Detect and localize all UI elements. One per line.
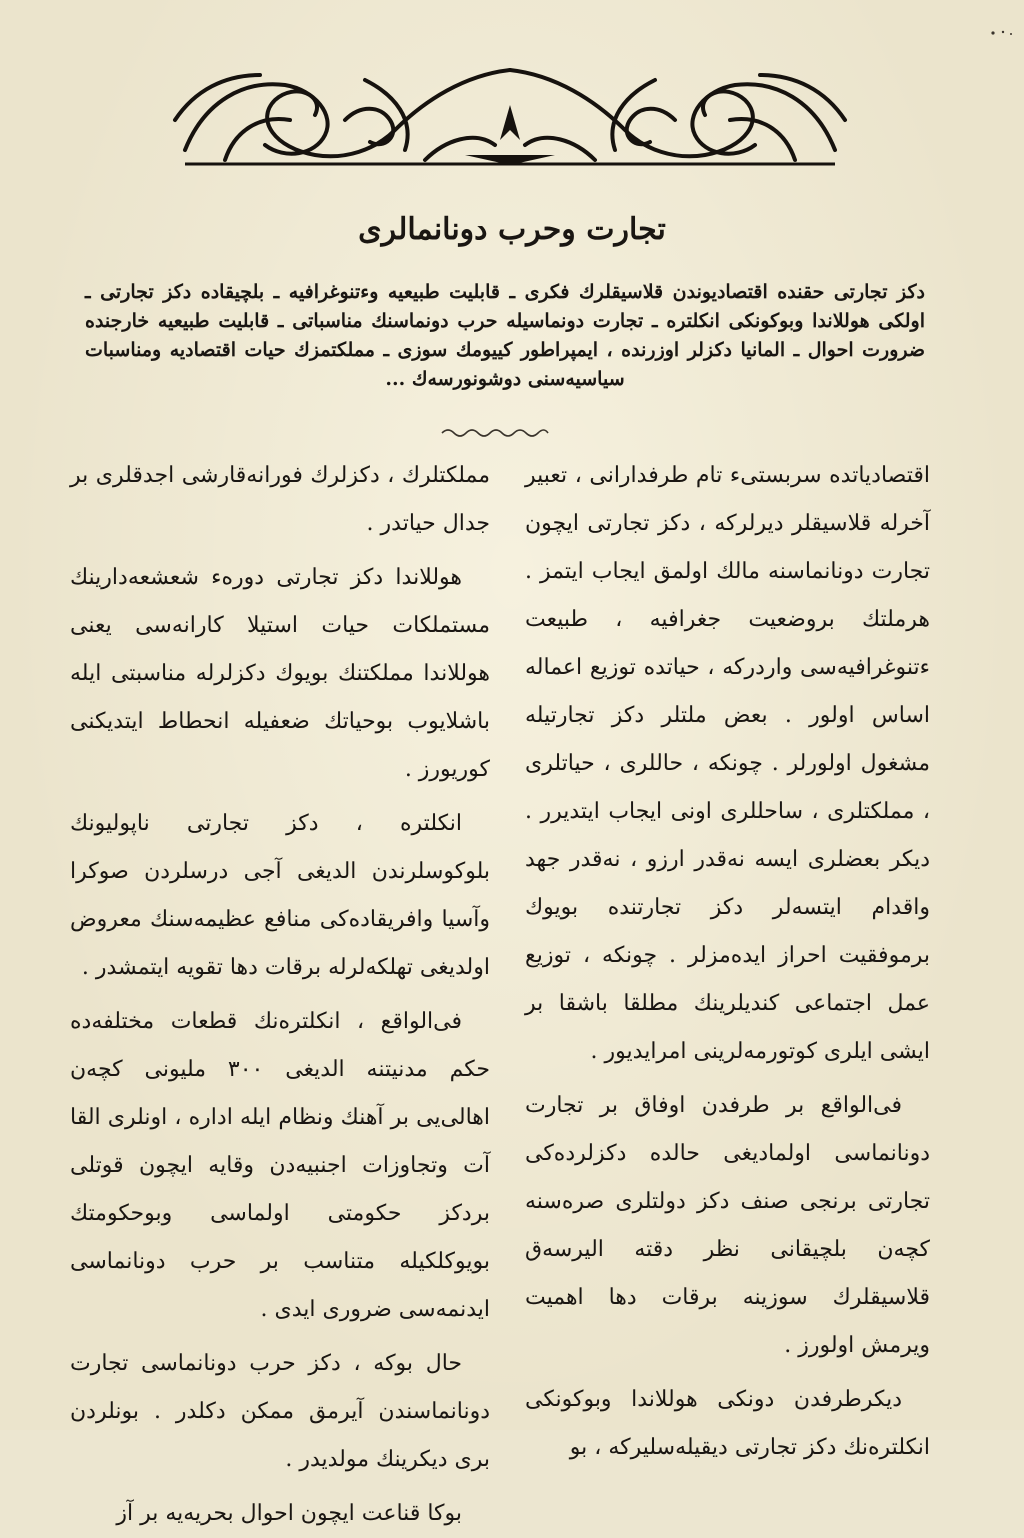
article-summary: دکز تجارتی حقنده اقتصادیوندن قلاسیقلرك فکری ـ قابلیت طبیعیه وءتنوغرافیه ـ بلچیقاده دکز تجارتی ـ اولکی هوللاندا وبوکونکی انکلتره ـ تجارت دونماسیله حرب دونماسنك مناسباتی ـ قابلیت طبیعیه خارجنده ضرورت احوال ـ المانیا دکزلر اوزرنده ، ایمپراطور کییومك سوزی ـ مملکتمزك حیات اقتصادیه ومناسبات سیاسیه‌سنی دوشونورسه‌ك ... <box>85 281 925 390</box>
paragraph: حال بوکه ، دکز حرب دونانماسی تجارت دونانماسندن آیرمق ممکن دکلدر . بونلردن بری دیکرینك مولدیدر . <box>70 1351 490 1472</box>
paragraph: هوللاندا دکز تجارتی دوره‌ء شعشعه‌دارینك مستملکات حیات استیلا کارانه‌سی یعنی هوللاندا مملکتنك بویوك دکزلرله مناسبتی ایله باشلایوب بوحیاتك ضعفیله انحطاط ایتدیکنی کوریورز . <box>70 565 490 782</box>
decorative-header-ornament-icon <box>165 60 855 170</box>
paragraph: دیکرطرفدن دونکی هوللاندا وبوکونکی انکلتره‌نك دکز تجارتی دیقیله‌سلیرکه ، بو <box>525 1387 930 1460</box>
paragraph: انکلتره ، دکز تجارتی ناپولیونك بلوکوسلرندن الدیغی آجی درسلردن صوکرا وآسیا وافریقاده‌کی منافع عظیمه‌سنك معروض اولدیغی تهلکه‌لرله برقات دها تقویه ایتمشدر . <box>70 811 490 980</box>
paragraph: فی‌الواقع بر طرفدن اوفاق بر تجارت دونانماسی اولمادیغی حالده دکزلرده‌کی تجارتی برنجی صنف دکز دولتلری صره‌سنه کچه‌ن بلچیقانی نظر دقته الیرسه‌ق قلاسیقلرك سوزینه برقات دها اهمیت ویرمش اولورز . <box>525 1093 930 1358</box>
paragraph: فی‌الواقع ، انکلتره‌نك قطعات مختلفه‌ده حکم مدنیتنه الدیغی ۳۰۰ ملیونی کچه‌ن اهالی‌یی بر آهنك ونظام ایله اداره ، اونلری القا آت وتجاوزات اجنبیه‌دن وقایه ایچون قوتلی بردکز حکومتی اولماسی وبوحکومتك بویوکلکیله متناسب بر حرب دونانماسی ایدنمه‌سی ضروری ایدی . <box>70 1009 490 1322</box>
right-text-column <box>525 452 930 1460</box>
paragraph: اقتصادیاتده سربستیء تام طرفدارانی ، تعبیر آخرله قلاسیقلر دیرلرکه ، دکز تجارتی ایچون تجارت دونانماسنه مالك اولمق ایجاب ایتمز . هرملتك بروضعیت جغرافیه ، طبیعت ءتنوغرافیه‌سی واردرکه ، حیاتده توزیع اعماله اساس اولور . بعض ملتلر دکز تجارتیله مشغول اولورلر . چونکه ، حاللری ، حیاتلری ، مملکتلری ، ساحللری اونی ایجاب ایتدیرر . دیکر بعضلری ایسه نه‌قدر ارزو ، نه‌قدر جهد واقدام ایتسه‌لر دکز تجارتنده بویوك برموفقیت احراز ایده‌مزلر . چونکه ، توزیع عمل اجتماعی کندیلرینك مطلقا باشقا بر ایشی ایلری کوتورمه‌لرینی امرایدیور . <box>525 463 930 1064</box>
article-title: تجارت وحرب دونانمالری <box>358 212 666 247</box>
wavy-divider-icon <box>440 426 550 440</box>
paragraph: مملکتلرك ، دکزلرك فورانه‌قارشی اجدقلری بر جدال حیاتدر . <box>70 463 490 536</box>
left-text-column <box>70 452 490 1526</box>
ink-mark <box>985 28 1015 38</box>
paragraph: بوکا قناعت ایچون احوال بحریه‌یه بر آز <box>116 1501 462 1526</box>
